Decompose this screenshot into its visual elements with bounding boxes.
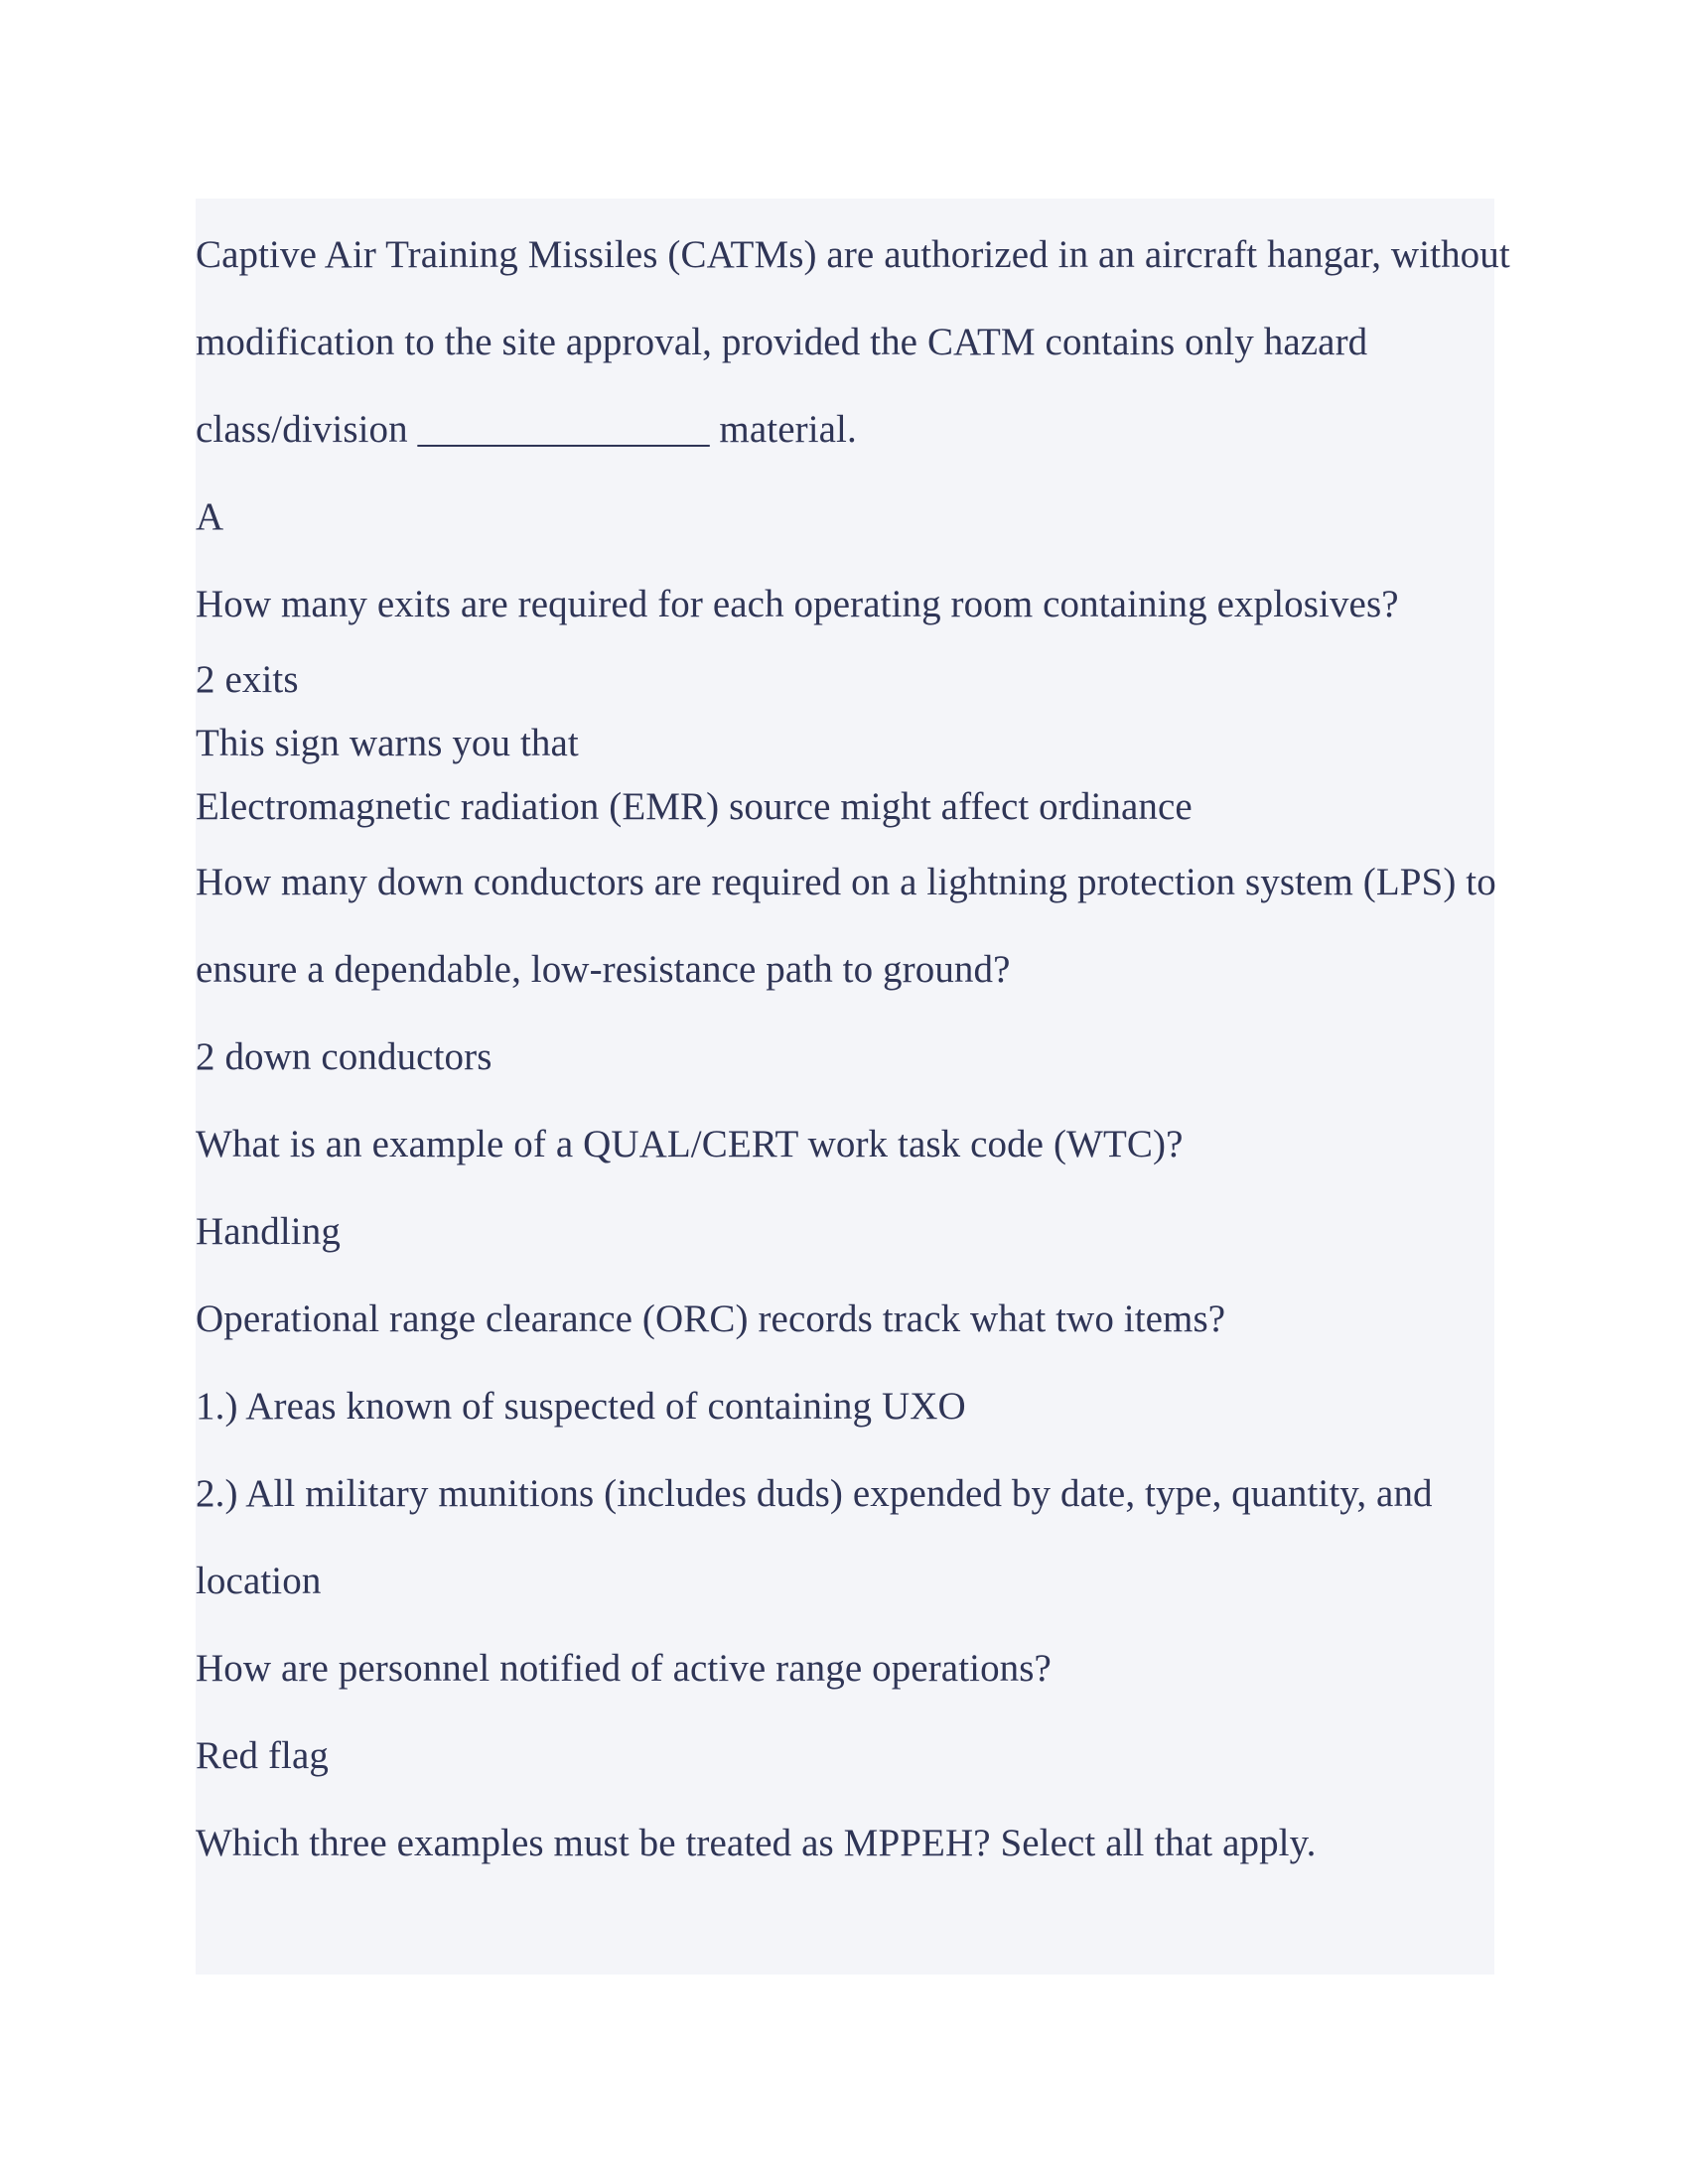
paragraph-q-orc-records: Operational range clearance (ORC) records track what two items? bbox=[196, 1297, 1226, 1340]
paragraph-q-active-range-notification: How are personnel notified of active range operations? bbox=[196, 1647, 1052, 1690]
paragraph-a-lps-down-conductors: 2 down conductors bbox=[196, 1035, 492, 1078]
paragraph-a-catm-hazard-class: A bbox=[196, 495, 224, 538]
paragraph-q-lps-down-conductors: How many down conductors are required on a lightning protection system (LPS) to ensure a dependable, low-resistance path to ground? bbox=[196, 861, 1506, 991]
paragraph-a-qual-cert-wtc: Handling bbox=[196, 1210, 341, 1253]
paragraph-a-orc-records-2: 2.) All military munitions (includes duds) expended by date, type, quantity, and location bbox=[196, 1472, 1443, 1602]
paragraph-q-operating-room-exits: How many exits are required for each operating room containing explosives? bbox=[196, 583, 1399, 625]
paragraph-q-sign-warning: This sign warns you that bbox=[196, 722, 579, 764]
paragraph-q-catm-hazard-class: Captive Air Training Missiles (CATMs) are authorized in an aircraft hangar, without modification to the site approval, provided the CATM contains only hazard class/division _______________ material. bbox=[196, 233, 1520, 451]
paragraph-a-operating-room-exits: 2 exits bbox=[196, 658, 299, 701]
paragraph-a-orc-records-1: 1.) Areas known of suspected of containing UXO bbox=[196, 1385, 966, 1428]
paragraph-a-active-range-notification: Red flag bbox=[196, 1734, 330, 1777]
paragraph-q-mppeh-examples: Which three examples must be treated as MPPEH? Select all that apply. bbox=[196, 1822, 1317, 1864]
paragraph-q-qual-cert-wtc: What is an example of a QUAL/CERT work task code (WTC)? bbox=[196, 1123, 1184, 1165]
paragraph-a-sign-warning: Electromagnetic radiation (EMR) source might affect ordinance bbox=[196, 785, 1193, 828]
document-text-column bbox=[196, 199, 1520, 1887]
